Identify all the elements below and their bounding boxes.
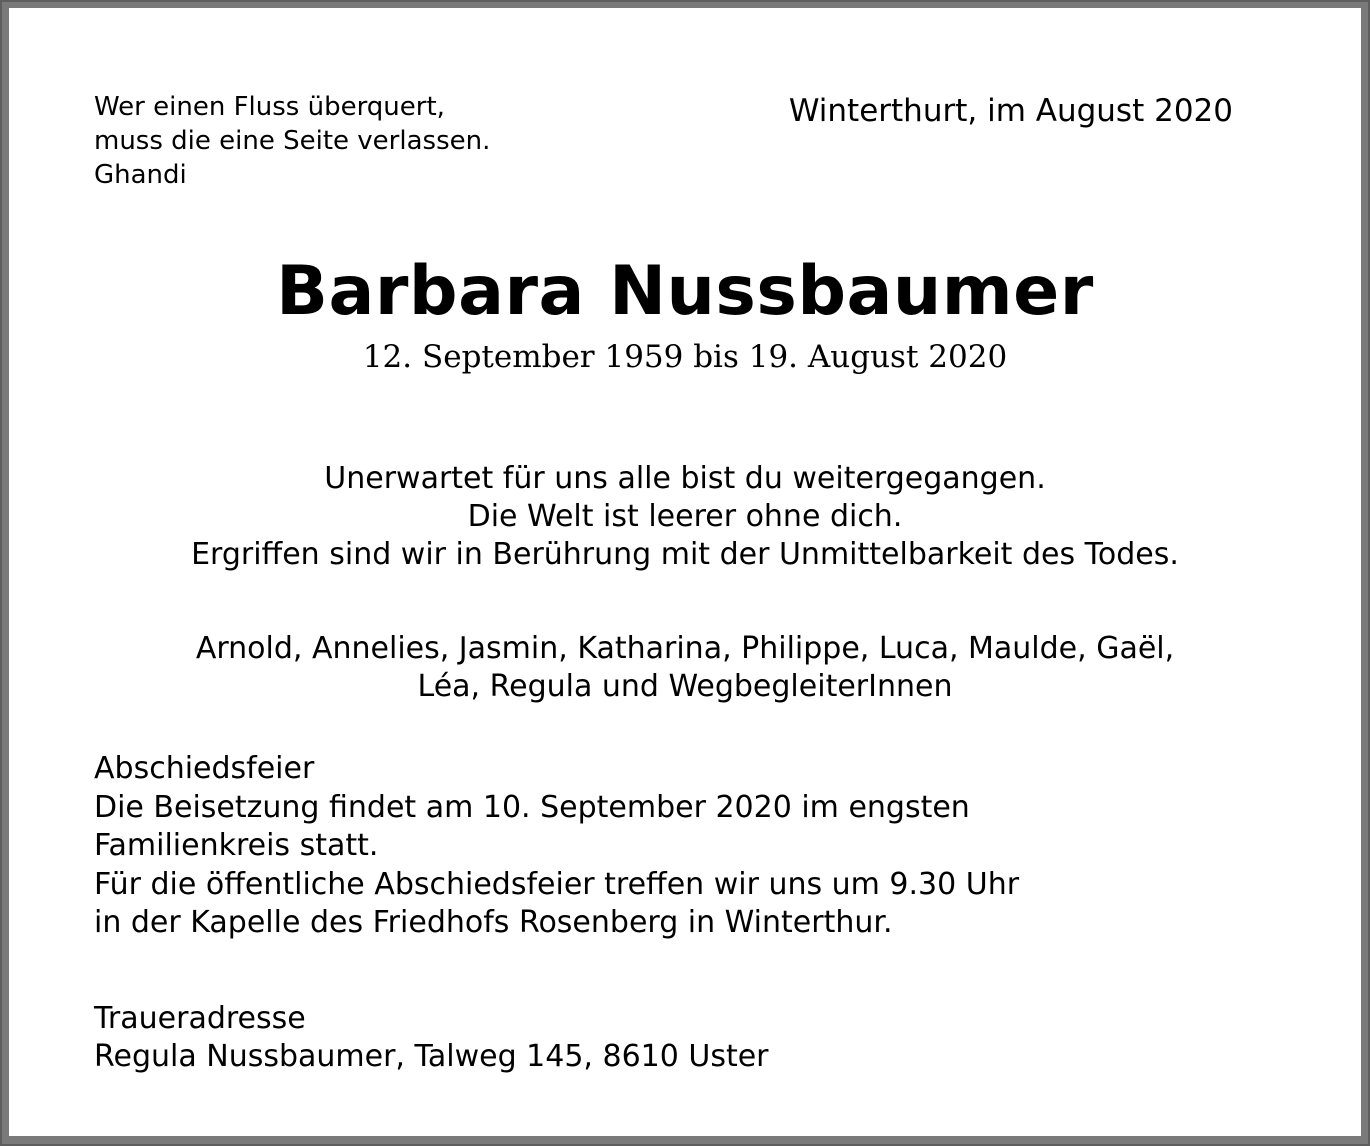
family-line: Arnold, Annelies, Jasmin, Katharina, Philippe, Luca, Maulde, Gaël, [195,631,1175,666]
ceremony-line: Familienkreis statt. [94,828,379,863]
quote-author: Ghandi [94,160,187,190]
life-dates: 12. September 1959 bis 19. August 2020 [362,339,1008,375]
ceremony-line: Für die öffentliche Abschiedsfeier treffen wir uns um 9.30 Uhr [94,866,1020,902]
obituary-page [9,8,1361,1136]
ceremony-line: Die Beisetzung findet am 10. September 2020 im engsten [94,789,970,825]
family-block [9,630,1361,706]
deceased-name: Barbara Nussbaumer [276,252,1094,331]
verse-line: Unerwartet für uns alle bist du weitergegangen. [324,461,1046,496]
place-date: Winterthurt, im August 2020 [788,93,1233,129]
family-line: Léa, Regula und WegbegleiterInnen [417,669,953,704]
quote-line: muss die eine Seite verlassen. [94,126,491,156]
verse-line: Ergriffen sind wir in Berührung mit der Unmittelbarkeit des Todes. [191,537,1179,572]
ceremony-line: in der Kapelle des Friedhofs Rosenberg in Winterthur. [94,905,893,940]
ceremony-heading: Abschiedsfeier [94,751,315,786]
quote-line: Wer einen Fluss überquert, [94,92,445,122]
quote-block [94,90,490,192]
address-heading: Traueradresse [94,1001,306,1036]
verse-line: Die Welt ist leerer ohne dich. [467,499,903,534]
address-line: Regula Nussbaumer, Talweg 145, 8610 Uster [94,1039,769,1074]
ceremony-block [94,750,1019,943]
verse-block [9,460,1361,574]
address-block [94,1000,769,1076]
